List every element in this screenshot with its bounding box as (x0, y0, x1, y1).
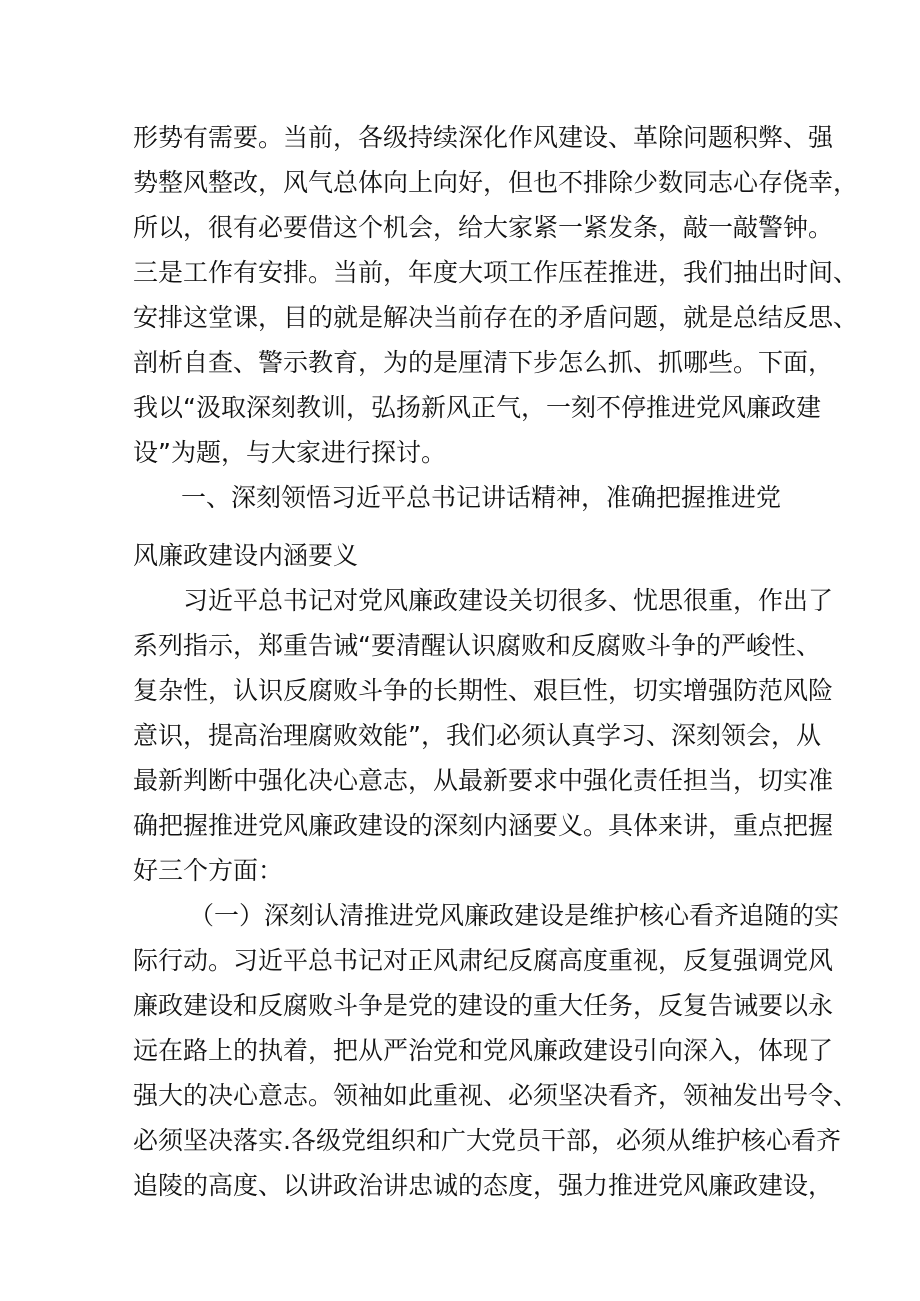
text-line: 三是工作有安排。当前，年度大项工作压茬推进，我们抽出时间、 (133, 258, 859, 287)
text-line: 追陵的高度、以讲政治讲忠诚的态度，强力推进党风廉政建设， (133, 1171, 834, 1200)
text-line: 势整风整改，风气总体向上向好，但也不排除少数同志心存侥幸， (133, 168, 859, 197)
text-line: 廉政建设和反腐败斗争是党的建设的重大任务，反复告诫要以永 (133, 991, 834, 1020)
text-line: 剖析自查、警示教育，为的是厘清下步怎么抓、抓哪些。下面， (133, 348, 834, 377)
text-line: 际行动。习近平总书记对正风肃纪反腐高度重视，反复强调党风 (133, 946, 834, 975)
text-line: 设”为题，与大家进行探讨。 (133, 438, 446, 467)
text-line: 安排这堂课，目的就是解决当前存在的矛盾问题，就是总结反思、 (133, 303, 859, 332)
text-line: 最新判断中强化决心意志，从最新要求中强化责任担当，切实准 (133, 766, 834, 795)
section-heading-line: 风廉政建设内涵要义 (133, 541, 359, 570)
text-line: 确把握推进党风廉政建设的深刻内涵要义。具体来讲，重点把握 (133, 811, 834, 840)
text-line: 远在路上的执着，把从严治党和党风廉政建设引向深入，体现了 (133, 1036, 834, 1065)
text-line: 意识，提高治理腐败效能”，我们必须认真学习、深刻领会，从 (133, 721, 821, 750)
text-line: 我以“汲取深刻教训，弘扬新风正气，一刻不停推进党风廉政建 (133, 393, 821, 422)
text-line: 强大的决心意志。领袖如此重视、必须坚决看齐，领袖发出号令、 (133, 1081, 859, 1110)
text-line: 好三个方面： (133, 856, 284, 885)
text-line: 所以，很有必要借这个机会，给大家紧一紧发条，敲一敲警钟。 (133, 213, 834, 242)
subsection-heading-line: （一）深刻认清推进党风廉政建设是维护核心看齐追随的实 (189, 901, 840, 930)
section-heading-line: 一、深刻领悟习近平总书记讲话精神，准确把握推进党 (181, 483, 782, 512)
text-line: 复杂性，认识反腐败斗争的长期性、艰巨性，切实增强防范风险 (133, 676, 834, 705)
text-line: 形势有需要。当前，各级持续深化作风建设、革除问题积弊、强 (133, 123, 834, 152)
text-line: 必须坚决落实.各级党组织和广大党员干部，必须从维护核心看齐 (133, 1126, 841, 1155)
text-line: 习近平总书记对党风廉政建设关切很多、忧思很重，作出了 (183, 586, 834, 615)
text-line: 系列指示，郑重告诫“要清醒认识腐败和反腐败斗争的严峻性、 (133, 631, 821, 660)
